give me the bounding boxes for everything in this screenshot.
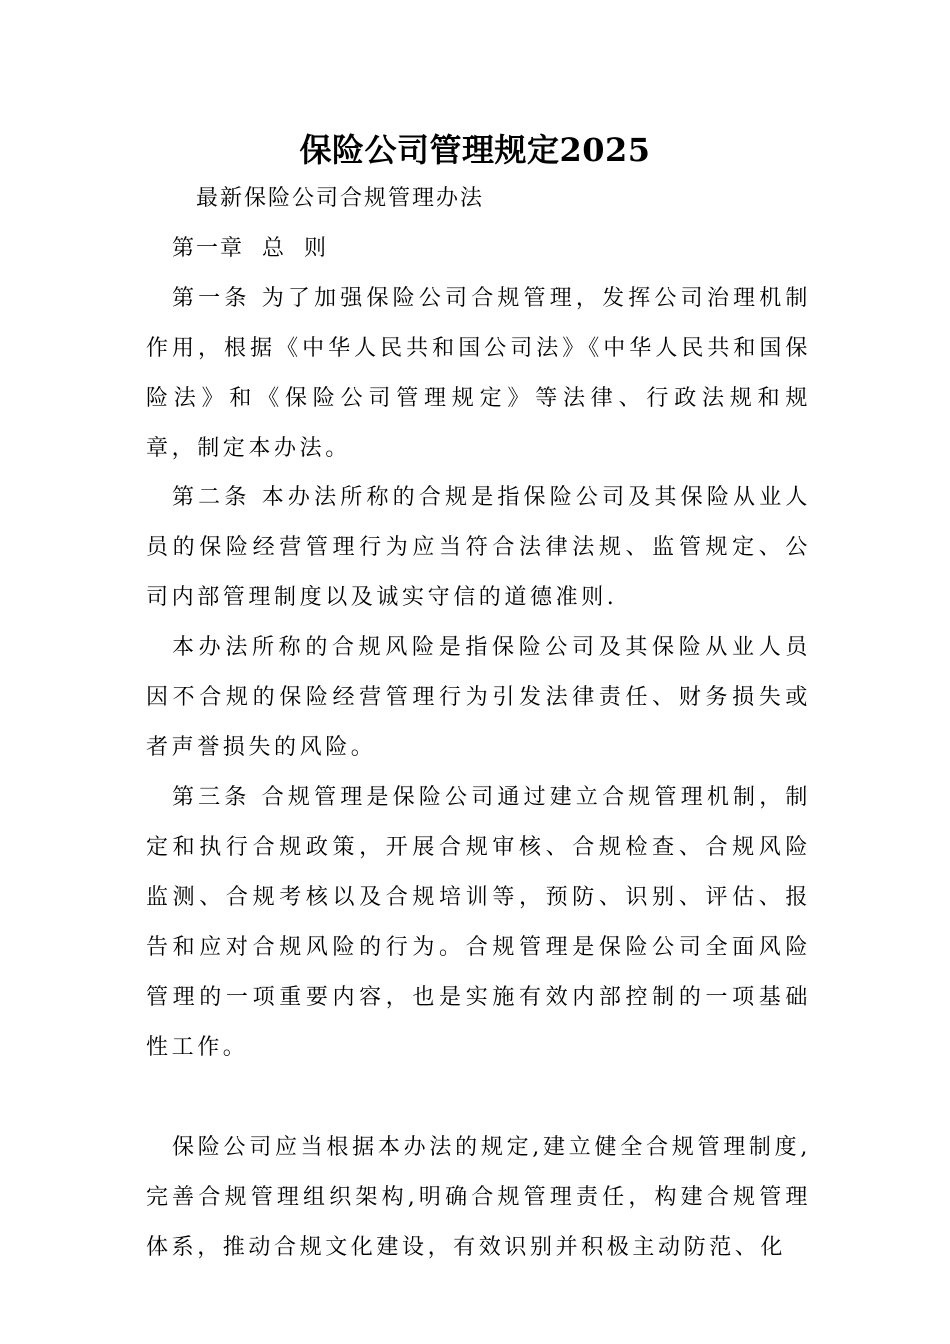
paragraph-compliance-risk: 本办法所称的合规风险是指保险公司及其保险从业人员因不合规的保险经营管理行为引发法律责任、财务损失或者声誉损失的风险。 [146,635,811,760]
chapter-heading: 第一章 总 则 [172,236,328,261]
paragraph-article-3: 第三条 合规管理是保险公司通过建立合规管理机制，制定和执行合规政策，开展合规审核、合规检查、合规风险监测、合规考核以及合规培训等，预防、识别、评估、报告和应对合规风险的行为。合规管理是保险公司全面风险管理的一项重要内容，也是实施有效内部控制的一项基础性工作。 [146,785,811,1060]
paragraph-compliance-system: 保险公司应当根据本办法的规定,建立健全合规管理制度,完善合规管理组织架构,明确合规管理责任，构建合规管理体系，推动合规文化建设，有效识别并积极主动防范、化 [146,1135,811,1260]
document-title: 保险公司管理规定2025 [299,131,651,169]
document-subtitle: 最新保险公司合规管理办法 [196,186,485,211]
paragraph-article-2: 第二条 本办法所称的合规是指保险公司及其保险从业人员的保险经营管理行为应当符合法律法规、监管规定、公司内部管理制度以及诚实守信的道德准则. [146,485,811,610]
paragraph-article-1: 第一条 为了加强保险公司合规管理，发挥公司治理机制作用，根据《中华人民共和国公司法》《中华人民共和国保险法》和《保险公司管理规定》等法律、行政法规和规章，制定本办法。 [146,286,811,461]
